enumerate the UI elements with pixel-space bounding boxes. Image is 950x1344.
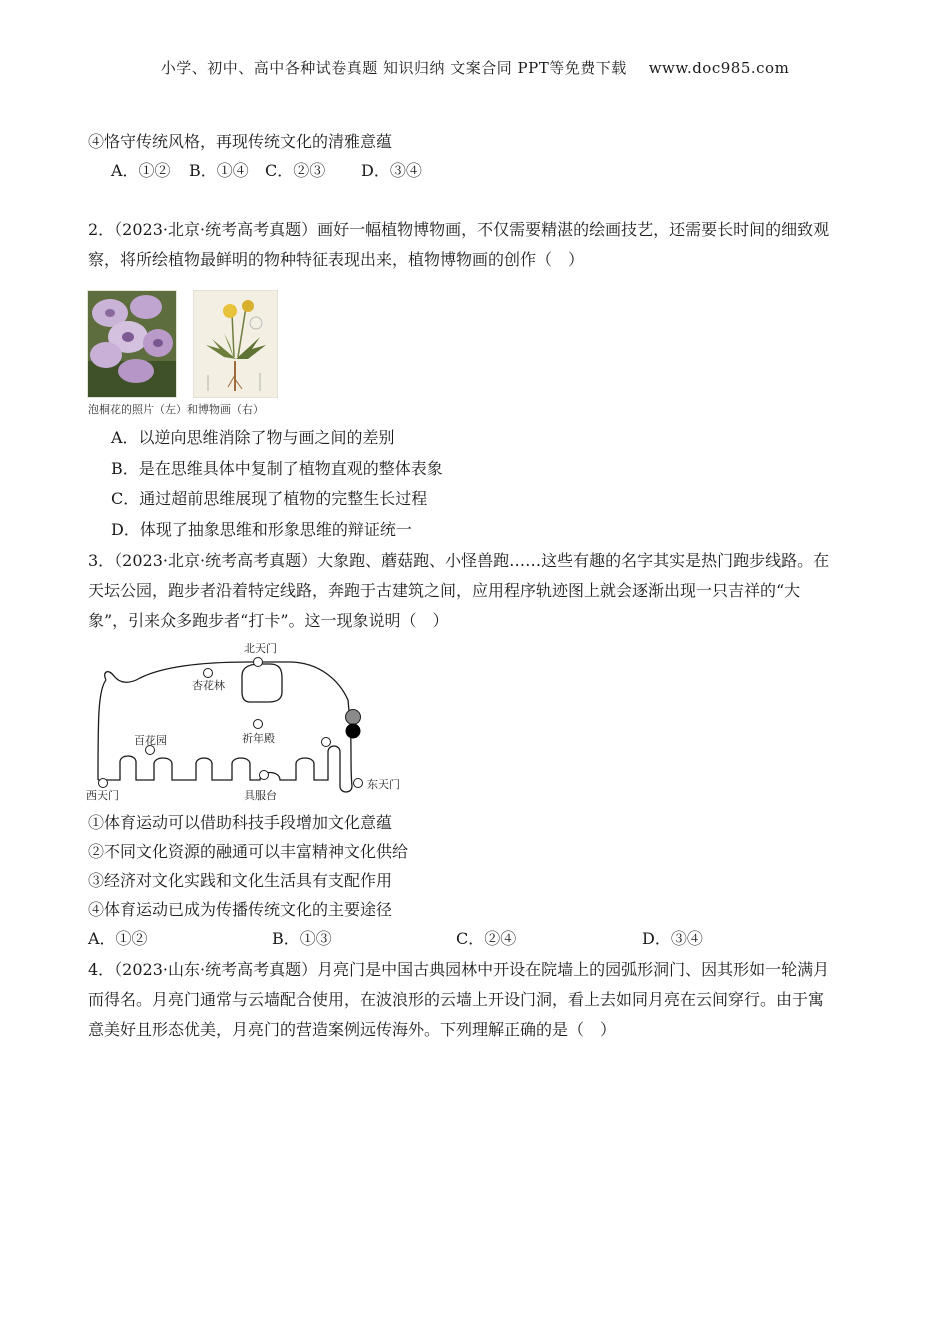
q3-option-c[interactable]: C．②④: [456, 929, 517, 948]
header-site[interactable]: www.doc985.com: [648, 59, 790, 77]
q1-options: [111, 161, 422, 181]
q1-option-a[interactable]: A．①②: [111, 161, 171, 180]
east-gate-marker: [354, 779, 363, 788]
elephant-route-map: [84, 640, 414, 805]
q1-option-c[interactable]: C．②③: [265, 161, 326, 180]
jufu-terrace-label: 具服台: [244, 789, 277, 802]
north-gate-label: 北天门: [244, 642, 277, 655]
hundred-garden-label: 百花园: [134, 734, 167, 747]
header-text: 小学、初中、高中各种试卷真题 知识归纳 文案合同 PPT等免费下载: [160, 59, 627, 77]
dandelion-illustration: [193, 290, 278, 398]
q2-image-caption: 泡桐花的照片（左）和博物画（右）: [88, 403, 264, 416]
qinian-hall-label: 祈年殿: [242, 732, 275, 745]
route-start-marker: [346, 710, 361, 725]
q2-stem-line2: 察，将所绘植物最鲜明的物种特征表现出来，植物博物画的创作（ ）: [88, 250, 585, 269]
dandelion-drawing: [194, 291, 277, 397]
q3-statement-1: ①体育运动可以借助科技手段增加文化意蕴: [88, 813, 393, 832]
q1-statement-4: ④恪守传统风格，再现传统文化的清雅意蕴: [88, 132, 393, 151]
q2-option-c[interactable]: C．通过超前思维展现了植物的完整生长过程: [111, 489, 428, 508]
q2-option-b[interactable]: B．是在思维具体中复制了植物直观的整体表象: [111, 459, 443, 478]
q3-options: [88, 929, 703, 949]
apricot-grove-label: 杏花林: [192, 679, 225, 692]
east-loop-marker: [322, 738, 331, 747]
east-gate-label: 东天门: [367, 778, 400, 791]
q3-stem-line1: 3．（2023·北京·统考高考真题）大象跑、蘑菇跑、小怪兽跑……这些有趣的名字其实是热门跑步线路。在: [88, 551, 830, 570]
q2-stem-line1: 2．（2023·北京·统考高考真题）画好一幅植物博物画，不仅需要精湛的绘画技艺，还需要长时间的细致观: [88, 220, 830, 239]
apricot-grove-marker: [204, 669, 213, 678]
q3-option-d[interactable]: D．③④: [642, 929, 703, 948]
qinian-hall-marker: [254, 720, 263, 729]
q2-option-d[interactable]: D．体现了抽象思维和形象思维的辩证统一: [111, 520, 412, 539]
q4-stem-line1: 4．（2023·山东·统考高考真题）月亮门是中国古典园林中开设在院墙上的园弧形洞门、因其形如一轮满月: [88, 960, 830, 979]
paulownia-flower-image: [88, 291, 176, 397]
q4-stem-line2: 而得名。月亮门通常与云墙配合使用，在波浪形的云墙上开设门洞，看上去如同月亮在云间穿行。由于寓: [88, 990, 825, 1009]
page-header: [0, 57, 950, 78]
q3-stem-line2: 天坛公园，跑步者沿着特定线路，奔跑于古建筑之间，应用程序轨迹图上就会逐渐出现一只吉祥的“大: [88, 581, 801, 600]
elephant-legs-path: [98, 746, 352, 792]
q3-statement-3: ③经济对文化实践和文化生活具有支配作用: [88, 871, 393, 890]
jufu-terrace-marker: [260, 771, 269, 780]
q3-option-a[interactable]: A．①②: [88, 929, 148, 948]
q3-option-b[interactable]: B．①③: [272, 929, 332, 948]
paulownia-photo: [87, 290, 177, 398]
north-loop-path: [242, 664, 282, 702]
q3-statement-2: ②不同文化资源的融通可以丰富精神文化供给: [88, 842, 409, 861]
north-gate-marker: [254, 658, 263, 667]
west-gate-label: 西天门: [86, 789, 119, 802]
q1-option-d[interactable]: D．③④: [361, 161, 422, 180]
q1-option-b[interactable]: B．①④: [189, 161, 249, 180]
q3-statement-4: ④体育运动已成为传播传统文化的主要途径: [88, 900, 393, 919]
q2-option-a[interactable]: A．以逆向思维消除了物与画之间的差别: [111, 428, 395, 447]
route-end-marker: [346, 724, 361, 739]
q4-stem-line3: 意美好且形态优美，月亮门的营造案例远传海外。下列理解正确的是（ ）: [88, 1020, 617, 1039]
west-gate-marker: [99, 779, 108, 788]
q3-stem-line3: 象”，引来众多跑步者“打卡”。这一现象说明（ ）: [88, 611, 449, 630]
